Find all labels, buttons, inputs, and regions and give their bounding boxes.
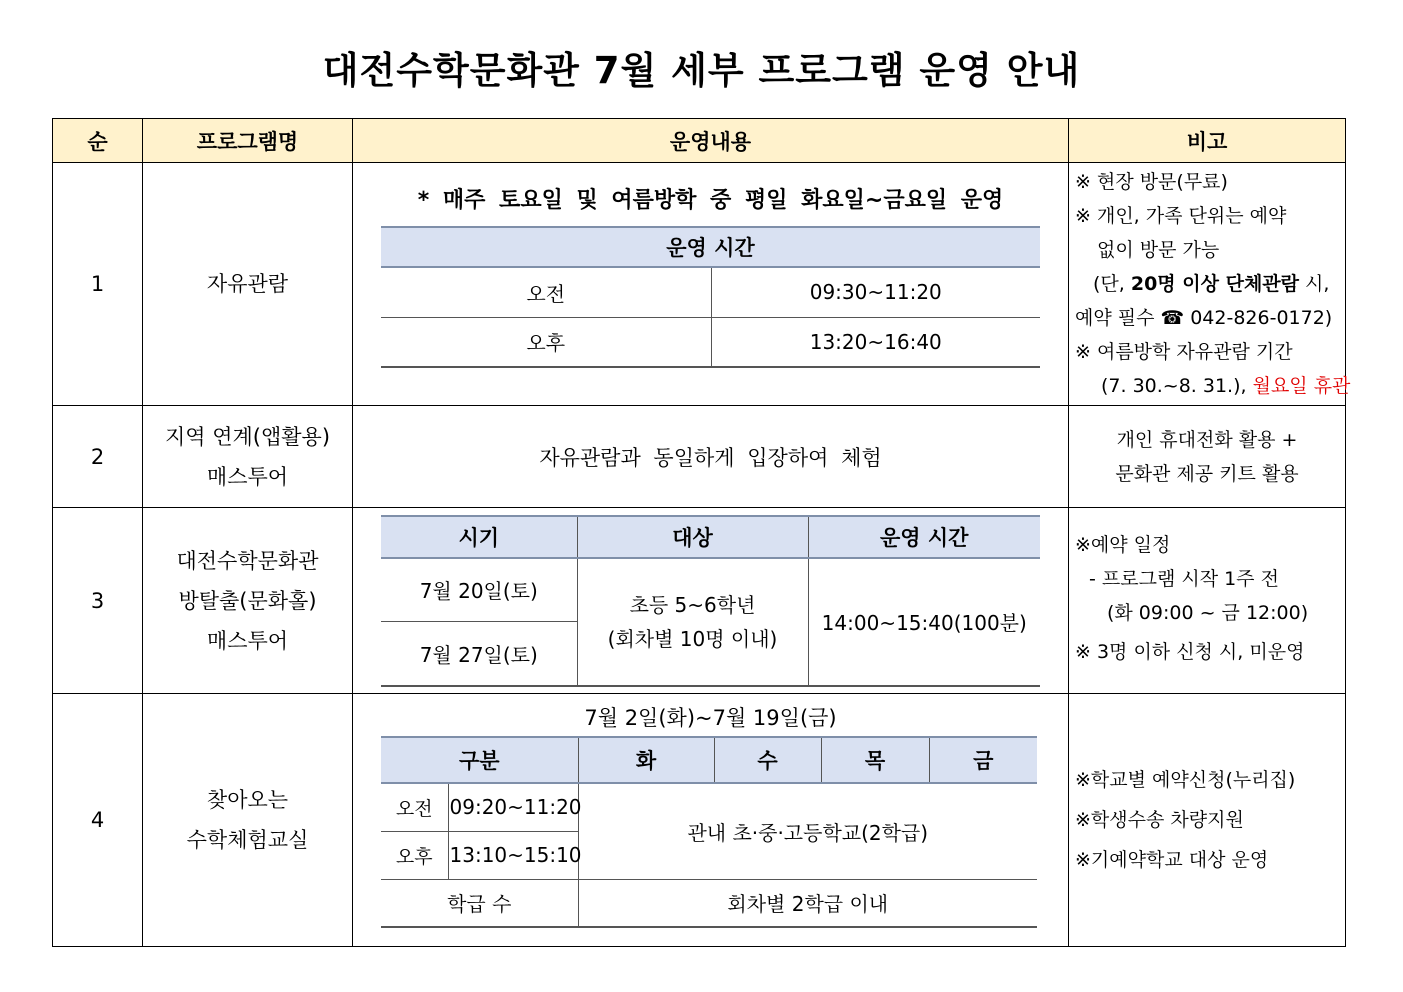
note-line: ※ 여름방학 자유관람 기간 <box>1075 341 1293 363</box>
header-wed: 수 <box>714 737 821 783</box>
row-number: 1 <box>53 163 143 406</box>
target-line: (회차별 10명 이내) <box>607 626 778 651</box>
note-text: (단, <box>1093 273 1131 295</box>
note-line: ※학생수송 차량지원 <box>1075 809 1244 831</box>
class-count-label: 학급 수 <box>381 879 578 927</box>
time-header: 운영 시간 <box>381 227 1040 267</box>
note-line: ※예약 일정 <box>1075 533 1171 556</box>
table-row <box>53 163 1346 406</box>
session-time: 14:00~15:40(100분) <box>808 558 1040 686</box>
pm-label: 오후 <box>381 831 448 879</box>
header-row <box>53 119 1346 163</box>
note-line: ※학교별 예약신청(누리집) <box>1075 769 1296 791</box>
note-line: - 프로그램 시작 1주 전 <box>1089 567 1279 590</box>
am-time: 09:30~11:20 <box>711 267 1040 317</box>
class-count-value: 회차별 2학급 이내 <box>578 879 1037 927</box>
note-text: 시, <box>1299 273 1330 295</box>
program-name <box>143 694 353 947</box>
program-note <box>1069 163 1351 406</box>
target-schools: 관내 초·중·고등학교(2학급) <box>578 783 1037 879</box>
note-line <box>1075 267 1345 301</box>
note-line: ※기예약학교 대상 운영 <box>1075 849 1269 871</box>
program-name <box>143 406 353 508</box>
note-line: ※ 현장 방문(무료) <box>1075 171 1228 193</box>
name-line: 매스투어 <box>206 464 289 489</box>
note-text: (7. 30.~8. 31.), <box>1101 375 1253 397</box>
table-row <box>53 694 1346 947</box>
name-line: 지역 연계(앱활용) <box>164 424 331 449</box>
schedule-headline: * 매주 토요일 및 여름방학 중 평일 화요일~금요일 운영 <box>417 188 1004 213</box>
header-note: 비고 <box>1069 119 1346 163</box>
row-number: 2 <box>53 406 143 508</box>
program-note <box>1069 694 1346 947</box>
page-title: 대전수학문화관 7월 세부 프로그램 운영 안내 <box>322 49 1081 92</box>
note-bold: 20명 이상 단체관람 <box>1130 273 1300 295</box>
session-date: 7월 20일(토) <box>381 558 577 622</box>
session-date: 7월 27일(토) <box>381 622 577 686</box>
program-note <box>1069 508 1346 694</box>
table-row <box>53 508 1346 694</box>
header-fri: 금 <box>929 737 1037 783</box>
note-line: 예약 필수 ☎ 042-826-0172) <box>1075 307 1333 329</box>
am-time: 09:20~11:20 <box>448 783 578 831</box>
time-table <box>381 226 1040 368</box>
am-label: 오전 <box>381 783 448 831</box>
note-line: 없이 방문 가능 <box>1097 239 1220 261</box>
visit-table <box>381 736 1037 928</box>
header-division: 구분 <box>381 737 578 783</box>
pm-time: 13:20~16:40 <box>711 317 1040 367</box>
header-name: 프로그램명 <box>143 119 353 163</box>
note-line: ※ 개인, 가족 단위는 예약 <box>1075 205 1287 227</box>
name-line: 방탈출(문화홀) <box>178 588 317 613</box>
target-cell <box>577 558 808 686</box>
program-content <box>353 508 1069 694</box>
note-line: ※ 3명 이하 신청 시, 미운영 <box>1075 640 1305 663</box>
header-no: 순 <box>53 119 143 163</box>
header-tue: 화 <box>578 737 714 783</box>
name-line: 수학체험교실 <box>186 828 309 852</box>
row-number: 4 <box>53 694 143 947</box>
program-table <box>52 118 1351 947</box>
program-note <box>1069 406 1346 508</box>
target-line: 초등 5~6학년 <box>629 592 756 617</box>
program-name <box>143 508 353 694</box>
name-line: 매스투어 <box>206 628 289 653</box>
header-content: 운영내용 <box>353 119 1069 163</box>
header-time: 운영 시간 <box>808 516 1040 558</box>
header-thu: 목 <box>821 737 929 783</box>
header-period: 시기 <box>381 516 577 558</box>
program-content <box>353 163 1069 406</box>
table-row <box>53 406 1346 508</box>
program-name: 자유관람 <box>143 163 353 406</box>
note-line: 개인 휴대전화 활용 + <box>1116 428 1298 451</box>
escape-table <box>381 515 1040 687</box>
note-line <box>1075 369 1351 403</box>
program-content: 자유관람과 동일하게 입장하여 체험 <box>353 406 1069 508</box>
name-line: 찾아오는 <box>206 788 289 812</box>
pm-label: 오후 <box>381 317 711 367</box>
visit-period: 7월 2일(화)~7월 19일(금) <box>584 706 837 730</box>
note-red: 월요일 휴관 <box>1252 375 1351 397</box>
header-target: 대상 <box>577 516 808 558</box>
am-label: 오전 <box>381 267 711 317</box>
pm-time: 13:10~15:10 <box>448 831 578 879</box>
program-content <box>353 694 1069 947</box>
name-line: 대전수학문화관 <box>176 548 319 573</box>
note-line: 문화관 제공 키트 활용 <box>1115 462 1299 485</box>
note-line: (화 09:00 ~ 금 12:00) <box>1107 601 1309 624</box>
row-number: 3 <box>53 508 143 694</box>
